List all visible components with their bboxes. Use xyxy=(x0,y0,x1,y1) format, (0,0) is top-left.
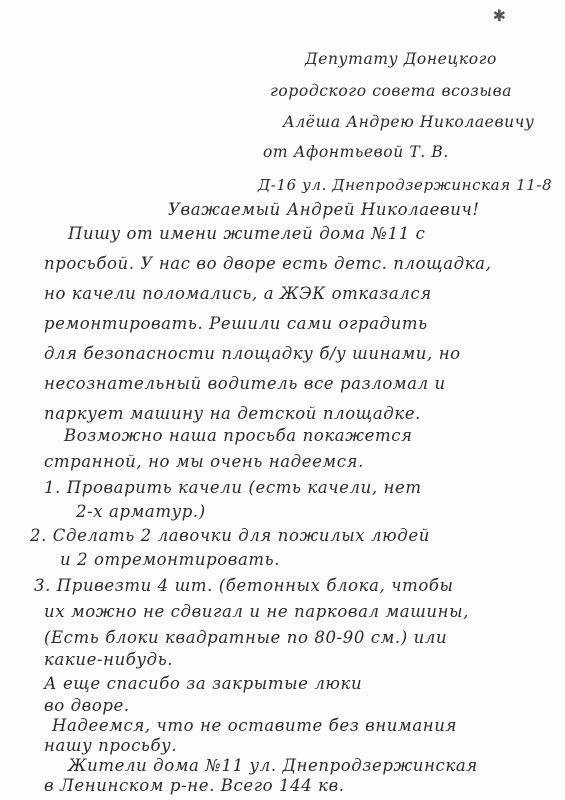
list-item-2-cont: и 2 отремонтировать. xyxy=(60,550,281,569)
body-line: для безопасности площадку б/у шинами, но xyxy=(44,344,461,363)
body-line: ремонтировать. Решили сами оградить xyxy=(44,314,428,333)
list-item-1: 1. Проварить качели (есть качели, нет xyxy=(44,478,422,497)
body-line: несознательный водитель все разломал и xyxy=(44,374,446,393)
corner-mark: ✱ xyxy=(492,6,507,25)
body-line: А еще спасибо за закрытые люки xyxy=(44,674,363,693)
list-item-3-cont: какие-нибудь. xyxy=(44,650,174,669)
body-line: Возможно наша просьба покажется xyxy=(64,426,413,445)
greeting: Уважаемый Андрей Николаевич! xyxy=(168,200,480,219)
body-line: Пишу от имени жителей дома №11 с xyxy=(68,224,426,243)
header-line-2: городского совета всозыва xyxy=(270,82,513,100)
list-item-2: 2. Сделать 2 лавочки для пожилых людей xyxy=(30,526,430,545)
body-line: нашу просьбу. xyxy=(44,736,178,755)
list-item-3-cont: (Есть блоки квадратные по 80-90 см.) или xyxy=(44,628,448,647)
body-line: странной, но мы очень надеемся. xyxy=(44,452,364,471)
signature-line-1: Жители дома №11 ул. Днепродзержинская xyxy=(68,756,478,775)
list-item-1-cont: 2-х арматур.) xyxy=(76,502,206,521)
signature-line-2: в Ленинском р-не. Всего 144 кв. xyxy=(44,776,345,795)
header-line-1: Депутату Донецкого xyxy=(305,50,497,68)
body-line: паркует машину на детской площадке. xyxy=(44,404,422,423)
body-line: во дворе. xyxy=(44,696,130,715)
body-line: Надеемся, что не оставите без внимания xyxy=(52,716,457,735)
header-line-3: Алёша Андрею Николаевичу xyxy=(283,113,535,131)
header-line-4: от Афонтьевой Т. В. xyxy=(263,143,449,161)
body-line: просьбой. У нас во дворе есть детс. площадка, xyxy=(44,254,492,273)
list-item-3-cont: их можно не сдвигал и не парковал машины, xyxy=(44,602,470,621)
header-line-5: Д-16 ул. Днепродзержинская 11-8 xyxy=(258,176,553,194)
body-line: но качели поломались, а ЖЭК отказался xyxy=(44,284,432,303)
list-item-3: 3. Привезти 4 шт. (бетонных блока, чтобы xyxy=(34,576,454,595)
